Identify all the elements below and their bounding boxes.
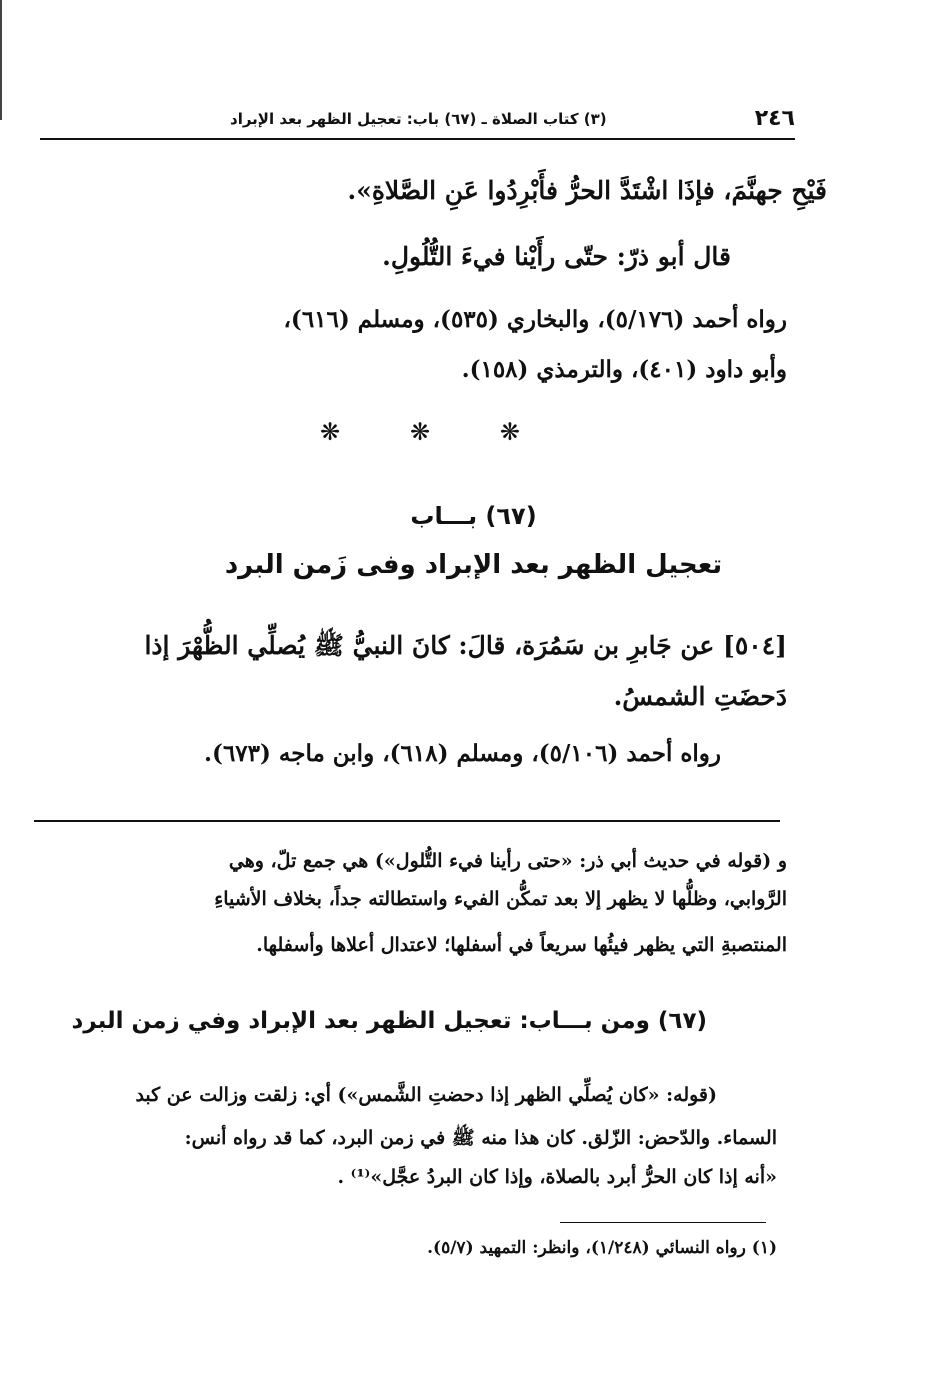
footnote: (١) رواه النسائي (١/٢٤٨)، وانظر: التمهيد (٥/٧). [427, 1238, 777, 1258]
hadith-line-2: دَحضَتِ الشمسُ. [613, 682, 787, 711]
text-line-2: قال أبو ذرّ: حتّى رأَيْنا فيءَ التُّلُولِ. [382, 242, 731, 271]
running-title: (٣) كتاب الصلاة ـ (٦٧) باب: تعجيل الظهر بعد الإبراد [230, 110, 607, 128]
footnote-rule [560, 1222, 766, 1223]
note-line-2: الرَّوابي، وظلُّها لا يظهر إلا بعد تمكُّن الفيء واستطالته جداً، بخلاف الأشياءِ [214, 888, 787, 910]
star-ornament-icon: ❋ [409, 418, 431, 446]
commentary-line-2: السماء. والدّحض: الزّلق. كان هذا منه ﷺ في زمن البرد، كما قد رواه أنس: [184, 1127, 777, 1149]
commentary-heading: (٦٧) ومن بـــاب: تعجيل الظهر بعد الإبراد وفي زمن البرد [71, 1008, 707, 1034]
page-number: ٢٤٦ [754, 106, 795, 131]
commentary-line-1: (قوله: «كان يُصلِّي الظهر إذا دحضتِ الشَّمس») أي: زلقت وزالت عن كبد [135, 1084, 717, 1106]
citation-line-2: وأبو داود (٤٠١)، والترمذي (١٥٨). [461, 356, 787, 383]
note-line-3: المنتصبةِ التي يظهر فيئُها سريعاً في أسفلها؛ لاعتدال أعلاها وأسفلها. [256, 934, 787, 956]
chapter-number: (٦٧) بـــاب [410, 502, 537, 530]
chapter-title: تعجيل الظهر بعد الإبراد وفى زَمن البرد [224, 550, 723, 580]
star-ornament-icon: ❋ [320, 418, 341, 446]
hadith-line-1: [٥٠٤] عن جَابرِ بن سَمُرَة، قالَ: كانَ النبيُّ ﷺ يُصلِّي الظُّهْرَ إذا [144, 631, 787, 660]
hadith-citation: رواه أحمد (٥/١٠٦)، ومسلم (٦١٨)، وابن ماجه (٦٧٣). [204, 740, 721, 767]
citation-line-1: رواه أحمد (٥/١٧٦)، والبخاري (٥٣٥)، ومسلم (٦١٦)، [283, 306, 787, 333]
note-line-1: و (قوله في حديث أبي ذر: «حتى رأينا فيء التُّلول») هي جمع تلّ، وهي [228, 850, 787, 872]
header-rule [40, 138, 795, 140]
text-line-1: فَيْحِ جهنَّمَ، فإذَا اشْتَدَّ الحرُّ فأَبْرِدُوا عَنِ الصَّلاةِ». [347, 176, 827, 205]
page-header [40, 104, 795, 140]
scan-edge [0, 0, 2, 120]
commentary-line-3: «أنه إذا كان الحرُّ أبرد بالصلاة، وإذا كان البردُ عجَّل»⁽¹⁾ . [337, 1166, 777, 1188]
section-divider-stars [320, 418, 520, 446]
commentary-separator [34, 820, 780, 822]
star-ornament-icon: ❋ [499, 418, 520, 446]
